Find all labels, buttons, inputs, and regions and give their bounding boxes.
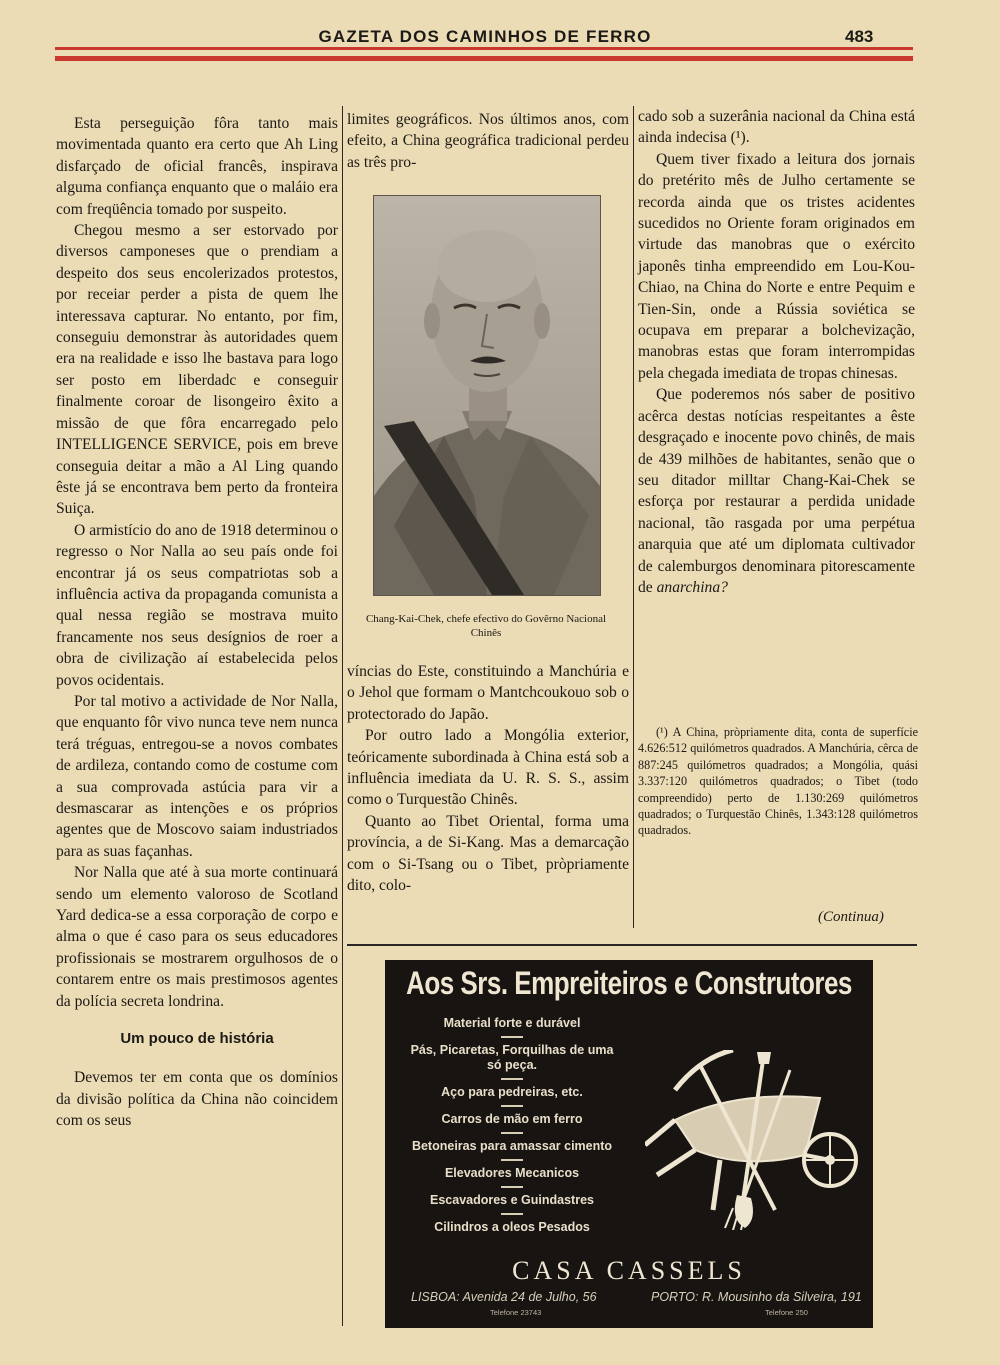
col2-paragraph: Quanto ao Tibet Oriental, forma uma província, a de Si-Kang. Mas a demarcação com o Si-Tsang ou o Tibet, pròpriamente dito, colo- bbox=[347, 812, 629, 895]
advert-company-name: CASA CASSELS bbox=[512, 1256, 746, 1285]
wheelbarrow-tools-illustration bbox=[645, 1050, 865, 1230]
photo-caption: Chang-Kai-Chek, chefe efectivo do Govêrno Nacional Chinês bbox=[365, 613, 607, 639]
col3-last-emphasis: anarchina? bbox=[656, 578, 728, 596]
advert-item: Carros de mão em ferro bbox=[441, 1112, 583, 1126]
col2-paragraph: víncias do Este, constituindo a Manchúria e o Jehol que formam o Mantchcoukouo sob o protectorado do Japão. bbox=[347, 663, 629, 723]
advert-separator bbox=[407, 1208, 617, 1220]
advert-item: Aço para pedreiras, etc. bbox=[441, 1085, 583, 1099]
col1-paragraph: Chegou mesmo a ser estorvado por diversos camponeses que o prendiam a despeito dos seus encolerizados protestos, por receiar perder a pista de quem lhe interessava capturar. No entanto, por fim, conseguiu demonstrar às autoridades quem era na realidade e isso lhe bastava para logo ser posto em liberdadc e conseguir finalmente coroar de lisongeiro êxito a missão de que fôra encarregado pelo INTELLIGENCE SERVICE, pois em breve conseguia deitar a mão a Al Ling quando êste já se encontrava bem perto da fronteira Suiça. bbox=[56, 222, 338, 518]
col1-paragraph: Devemos ter em conta que os domínios da divisão política da China não coincidem com os seus bbox=[56, 1069, 338, 1130]
advert-separator bbox=[407, 1127, 617, 1139]
header-rule-bottom bbox=[55, 56, 913, 61]
footnote bbox=[638, 724, 918, 839]
continued-label: (Continua) bbox=[818, 909, 884, 925]
advert-separator bbox=[407, 1073, 617, 1085]
advert-item: Cilindros a oleos Pesados bbox=[434, 1220, 590, 1234]
advert-phone-porto: Telefone 250 bbox=[765, 1308, 808, 1317]
advert-item: Pás, Picaretas, Forquilhas de uma só peça. bbox=[410, 1043, 614, 1072]
column-divider bbox=[633, 106, 634, 928]
page-header-title: GAZETA DOS CAMINHOS DE FERRO bbox=[318, 27, 652, 46]
section-subheading: Um pouco de história bbox=[120, 1030, 274, 1048]
col1-paragraph: Esta perseguição fôra tanto mais movimentada quanto era certo que Ah Ling disfarçado de oficial francês, inspirava alguma confiança enquanto que o maláio era com freqüência tomado por suspeito. bbox=[56, 115, 338, 218]
advert-separator bbox=[407, 1031, 617, 1043]
advert-item: Elevadores Mecanicos bbox=[444, 1166, 580, 1180]
advert-product-list bbox=[407, 1016, 617, 1235]
column-1 bbox=[56, 113, 338, 1132]
column-2-top bbox=[347, 109, 629, 173]
advert-item: Betoneiras para amassar cimento bbox=[411, 1139, 613, 1153]
column-3 bbox=[638, 106, 915, 598]
advert-separator bbox=[407, 1154, 617, 1166]
portrait-photo bbox=[373, 195, 601, 596]
col3-first-text: cado sob a suzerânia nacional da China está ainda indecisa (¹). bbox=[638, 108, 915, 147]
header-rule-top bbox=[55, 47, 913, 50]
advert-separator bbox=[407, 1100, 617, 1112]
advert-phone-lisboa: Telefone 23743 bbox=[490, 1308, 542, 1317]
col1-paragraph: Nor Nalla que até à sua morte continuará sendo um elemento valoroso de Scotland Yard dedica-se a essa corporação de corpo e alma o que é caso para os seus educadores profissionais se mostrarem orgulhosos de o contarem entre os mais prestimosos agentes da polícia secreta londrina. bbox=[56, 864, 338, 1010]
column-divider bbox=[342, 106, 343, 1326]
advert-item: Escavadores e Guindastres bbox=[430, 1193, 594, 1207]
col2-paragraph: Por outro lado a Mongólia exterior, teóricamente subordinada à China está sob a influência imediata da U. R. S. S., assim como o Turquestão Chinês. bbox=[347, 727, 629, 809]
col3-paragraph-last bbox=[638, 384, 915, 598]
advert-address-porto: PORTO: R. Mousinho da Silveira, 191 bbox=[651, 1290, 862, 1304]
advertisement bbox=[385, 960, 873, 1328]
portrait-illustration bbox=[374, 196, 600, 595]
col2-top-text: limites geográficos. Nos últimos anos, com efeito, a China geográfica tradicional perdeu as três pro- bbox=[347, 111, 629, 171]
advert-item: Material forte e durável bbox=[443, 1016, 581, 1030]
advert-separator bbox=[407, 1181, 617, 1193]
advert-address-lisboa: LISBOA: Avenida 24 de Julho, 56 bbox=[411, 1290, 597, 1304]
col1-paragraph: Por tal motivo a actividade de Nor Nalla, que enquanto fôr vivo nunca teve nem nunca terá tréguas, entregou-se a novos combates de ardileza, contando como de costume com a sua comprovada astúcia para vir a desmascarar as intenções e os próprios agentes que de Moscovo saiam industriados para as suas façanhas. bbox=[56, 692, 338, 860]
col3-last-text: Que poderemos nós saber de positivo acêrca destas notícias respeitantes a êste desgraçado e inocente povo chinês, de mais de 439 milhões de habitantes, senão que o seu ditador milltar Chang-Kai-Chek se esforça por restaurar a perdida unidade nacional, tão rasgada por uma perpétua anarquia que até um diplomata cultivador de calemburgos denominara pitorescamente de bbox=[638, 386, 915, 596]
advert-top-rule bbox=[347, 944, 917, 946]
footnote-text: (¹) A China, pròpriamente dita, conta de superfície 4.626:512 quilómetros quadrados. A Manchúria, cêrca de 887:245 quilómetros quadrados; a Mongólia, quási 3.337:120 quilómetros quadrados; o Tibet (todo compreendido) perto de 1.130:269 quilómetros quadrados; o Turquestão Chinês, 1.343:128 quilómetros quadrados. bbox=[638, 725, 918, 838]
col3-paragraph: Quem tiver fixado a leitura dos jornais do pretérito mês de Julho certamente se recorda ainda que os tristes acidentes sucedidos no Oriente foram originados em virtude das manobras que o exército japonês tinha empreendido em Lou-Kou-Chiao, na China do Norte e entre Pequim e Tien-Sin, onde a Rússia soviética se ocupava em preparar a bolchevização, manobras estas que foram interrompidas pela chegada imediata de tropas chinesas. bbox=[638, 150, 915, 382]
column-2-bottom bbox=[347, 661, 629, 896]
advert-title: Aos Srs. Empreiteiros e Construtores bbox=[406, 964, 852, 1002]
page-number: 483 bbox=[845, 27, 874, 46]
col1-paragraph: O armistício do ano de 1918 determinou o regresso o Nor Nalla ao seu país onde foi encontrar já os seus compatriotas sob a influência activa da propaganda comunista a qual nessa região se mostrava muito francamente nos seus desígnios de roer a obra de civilização aí estabelecida pelos povos ocidentais. bbox=[56, 521, 338, 689]
